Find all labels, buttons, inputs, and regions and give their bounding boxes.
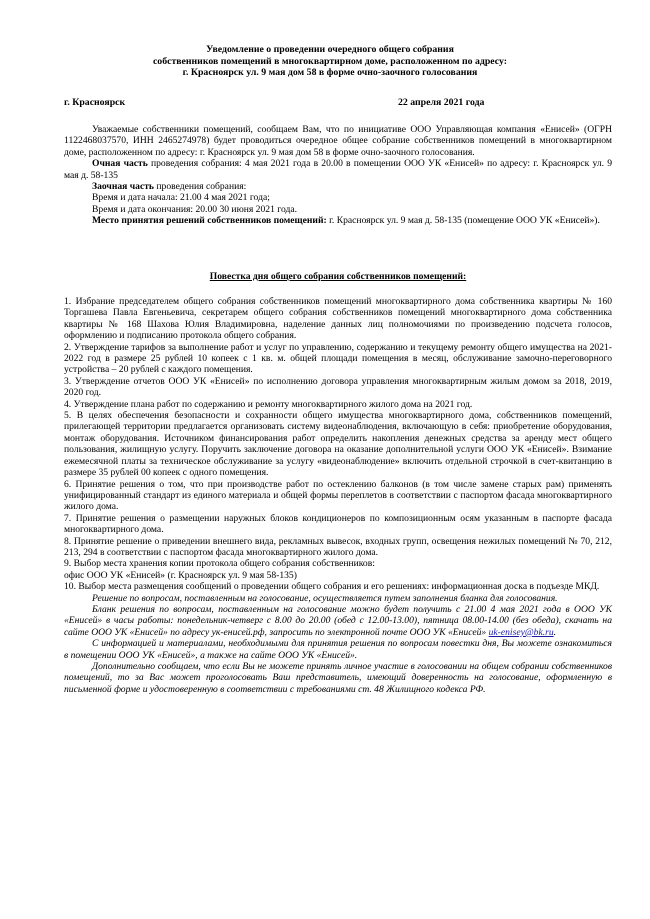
forms-note-text: Бланк решения по вопросам, поставленным на голосование можно будет получить с 21.00 4 мая 2021 года в ООО УК «Енисей» в часы работы: понедельник-четверг с 8.00 до 20.00 (обед с 12.00-13.00), пятница 08.00-14.00 (без обеда), скачать на сайте ООО УК «Енисей» по адресу ук-енисей.рф, запросить по электронной почте ООО УК «Енисей» [64,603,612,638]
voting-note: Решение по вопросам, поставленным на голосование, осуществляется путем заполнения бланка для голосования. [92,592,558,604]
title-line-1: Уведомление о проведении очередного общего собрания [206,44,454,55]
decisions-text: г. Красноярск ул. 9 мая д. 58-135 (помещение ООО УК «Енисей»). [326,215,600,227]
parttime-paragraph [64,181,612,192]
agenda-item: 4. Утверждение плана работ по содержанию и ремонту многоквартирного жилого дома на 2021 год. [64,398,473,410]
agenda-item: офис ООО УК «Енисей» (г. Красноярск ул. 9 мая 58-135) [64,569,297,581]
agenda-item: 5. В целях обеспечения безопасности и сохранности общего имущества многоквартирного дома, собственников помещений, прилегающей территории предлагается организовать систему видеонаблюдения, включающую в себя: приобретение оборудования, монтаж оборудования. Источником финансирования работ определить накопления денежных средства за аренду мест общего пользования, жилищную услугу. Поручить заключение договора на оказание дополнительной услуги ООО УК «Енисей». Взимание ежемесячной платы за техническое обслуживание за услугу «видеонаблюдение» включить отдельной строчкой в счет-квитанцию в размере 35 рублей 00 копеек с одного помещения. [64,410,612,479]
agenda-item: 10. Выбор места размещения сообщений о проведении общего собрания и его решениях: информационная доска в подъезде МКД. [64,581,600,593]
title-line-2: собственников помещений в многоквартирном доме, расположенном по адресу: [152,55,508,67]
place-name: г. Красноярск [64,97,126,108]
agenda-item: 1. Избрание председателем общего собрания собственников помещений многоквартирного дома собственника квартиры № 160 Торгашева Павла Евгеньевича, секретарем общего собрания собственников помещений многоквартирного дома собственника квартиры № 168 Шахова Юлия Владимировна, наделение данных лиц полномочиями по произведению подсчета голосов, оформлению и подписанию протокола общего собрания. [64,296,612,342]
forms-note [64,604,612,638]
fulltime-label: Очная часть [92,158,148,170]
forms-note-end: . [553,626,557,638]
decisions-place-paragraph [64,215,612,226]
agenda-section [64,296,612,695]
agenda-item: 2. Утверждение тарифов за выполнение работ и услуг по управлению, содержанию и текущему ремонту общего имущества на 2021-2022 год в размере 25 рублей 10 копеек с 1 кв. м. общей площади помещения в месяц, обслуживание замочно-переговорного устройства – 20 рублей с каждого помещения. [64,341,612,376]
document-title [60,44,600,79]
parttime-label: Заочная часть [92,181,154,193]
fulltime-paragraph [64,158,612,181]
proxy-note: Дополнительно сообщаем, что если Вы не можете принять личное участие в голосовании на общем собрании собственников помещений, то за Вас может проголосовать Ваш представитель, имеющий доверенность на голосование, оформленную в письменной форме и удостоверенную в соответствии с требованиями ст. 48 Жилищного кодекса РФ. [64,661,612,695]
title-line-3: г. Красноярск ул. 9 мая дом 58 в форме очно-заочного голосования [182,67,478,79]
agenda-item: 6. Принятие решения о том, что при производстве работ по остеклению балконов (в том числе замене старых рам) применять унифицированный стандарт из единого материала и общей формы переплетов в соответствии с паспортом фасада многоквартирного жилого дома. [64,478,612,513]
parttime-text: проведения собрания: [154,181,247,193]
fulltime-text: проведения собрания: 4 мая 2021 года в 20.00 в помещении ООО УК «Енисей» по адресу: г. Красноярск ул. 9 мая д. 58-135 [64,158,612,181]
agenda-item: 7. Принятие решения о размещении наружных блоков кондиционеров по композиционным осям указанным в паспорте фасада многоквартирного дома. [64,512,612,536]
agenda-item: 3. Утверждение отчетов ООО УК «Енисей» по исполнению договора управления многоквартирным жилым домом за 2018, 2019, 2020 год. [64,375,612,399]
document-date: 22 апреля 2021 года [398,97,485,108]
end-time: Время и дата окончания: 20.00 30 июня 2021 года. [92,203,298,215]
info-note: С информацией и материалами, необходимыми для принятия решения по вопросам повестки дня, Вы можете ознакомиться в помещении ООО УК «Енисей», а также на сайте ООО УК «Енисей». [64,638,612,661]
agenda-item: 9. Выбор места хранения копии протокола общего собрания собственников: [64,558,375,570]
intro-section [64,124,612,227]
agenda-item: 8. Принятие решение о приведении внешнего вида, рекламных вывесок, входных групп, освещения нежилых помещений № 70, 212, 213, 294 в соответствии с паспортом фасада многоквартирного жилого дома. [64,535,612,558]
decisions-label: Место принятия решений собственников помещений: [92,215,327,227]
greeting-paragraph: Уважаемые собственники помещений, сообщаем Вам, что по инициативе ООО Управляющая компания «Енисей» (ОГРН 1122468037570, ИНН 2465274978) будет проводиться очередное общее собрание собственников помещений в многоквартирном доме, расположенном по адресу: г. Красноярск ул. 9 мая дом 58 в форме очно-заочного голосования. [64,124,612,158]
start-time: Время и дата начала: 21.00 4 мая 2021 года; [92,192,270,204]
agenda-title: Повестка дня общего собрания собственников помещений: [209,271,467,282]
email-link[interactable]: uk-enisey@bk.ru [488,626,554,638]
